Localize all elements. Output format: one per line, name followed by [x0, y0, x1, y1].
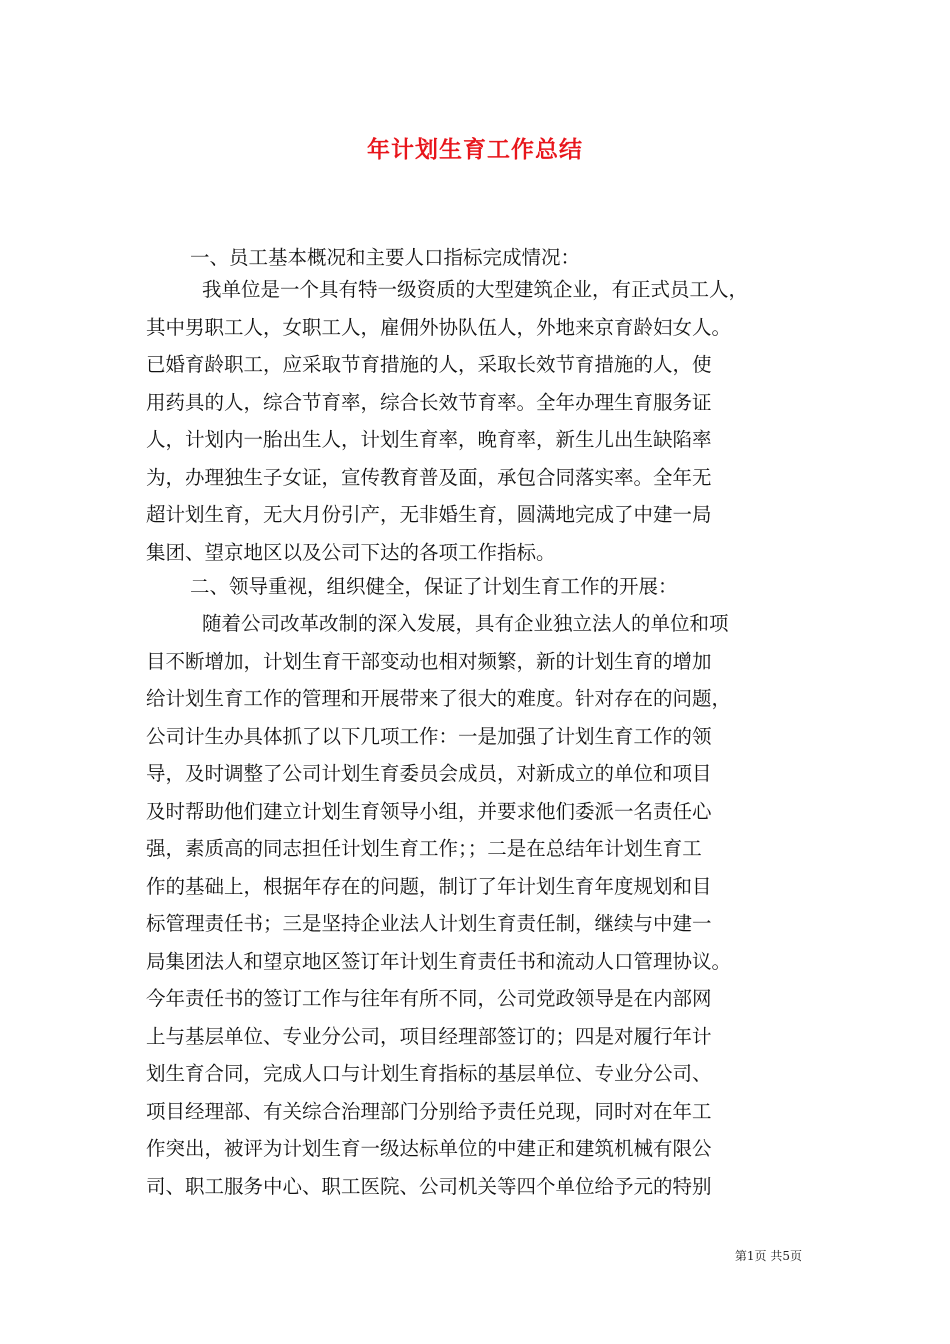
paragraph-line: 人，计划内一胎出生人，计划生育率，晚育率，新生儿出生缺陷率 [146, 428, 712, 451]
paragraph-line: 给计划生育工作的管理和开展带来了很大的难度。针对存在的问题， [146, 687, 732, 710]
paragraph-line: 及时帮助他们建立计划生育领导小组，并要求他们委派一名责任心 [146, 799, 712, 823]
paragraph-line: 上与基层单位、专业分公司，项目经理部签订的；四是对履行年计 [146, 1024, 712, 1048]
section-2-paragraph [146, 605, 731, 1205]
paragraph-line: 随着公司改革改制的深入发展，具有企业独立法人的单位和项 [202, 612, 729, 635]
paragraph-line: 作突出，被评为计划生育一级达标单位的中建正和建筑机械有限公 [146, 1137, 712, 1160]
paragraph-line: 用药具的人，综合节育率，综合长效节育率。全年办理生育服务证 [146, 390, 712, 414]
paragraph-line: 项目经理部、有关综合治理部门分别给予责任兑现，同时对在年工 [146, 1099, 712, 1123]
section-1-paragraph [146, 271, 748, 571]
paragraph-line: 集团、望京地区以及公司下达的各项工作指标。 [146, 540, 556, 564]
page-number: 第1页 共5页 [734, 1249, 802, 1263]
paragraph-line: 目不断增加，计划生育干部变动也相对频繁，新的计划生育的增加 [146, 649, 712, 673]
paragraph-line: 今年责任书的签订工作与往年有所不同，公司党政领导是在内部网 [146, 987, 712, 1010]
paragraph-line: 司、职工服务中心、职工医院、公司机关等四个单位给予元的特别 [146, 1174, 712, 1198]
paragraph-line: 公司计生办具体抓了以下几项工作：一是加强了计划生育工作的领 [146, 724, 712, 748]
paragraph-line: 标管理责任书；三是坚持企业法人计划生育责任制，继续与中建一 [146, 912, 712, 935]
paragraph-line: 作的基础上，根据年存在的问题，制订了年计划生育年度规划和目 [146, 874, 712, 898]
paragraph-line: 局集团法人和望京地区签订年计划生育责任书和流动人口管理协议。 [146, 949, 732, 973]
paragraph-line: 划生育合同，完成人口与计划生育指标的基层单位、专业分公司、 [146, 1062, 712, 1085]
paragraph-line: 已婚育龄职工，应采取节育措施的人，采取长效节育措施的人，使 [146, 353, 712, 376]
paragraph-line: 其中男职工人，女职工人，雇佣外协队伍人，外地来京育龄妇女人。 [146, 315, 732, 339]
document-title: 年计划生育工作总结 [367, 136, 583, 163]
paragraph-line: 为，办理独生子女证，宣传教育普及面，承包合同落实率。全年无 [146, 465, 712, 489]
paragraph-line: 导，及时调整了公司计划生育委员会成员，对新成立的单位和项目 [146, 762, 712, 785]
paragraph-line: 我单位是一个具有特一级资质的大型建筑企业，有正式员工人， [202, 278, 749, 301]
section-heading-2: 二、领导重视，组织健全，保证了计划生育工作的开展： [190, 575, 678, 598]
paragraph-line: 强，素质高的同志担任计划生育工作；；二是在总结年计划生育工 [146, 837, 702, 860]
paragraph-line: 超计划生育，无大月份引产，无非婚生育，圆满地完成了中建一局 [146, 503, 712, 526]
section-heading-1: 一、员工基本概况和主要人口指标完成情况： [190, 246, 581, 269]
